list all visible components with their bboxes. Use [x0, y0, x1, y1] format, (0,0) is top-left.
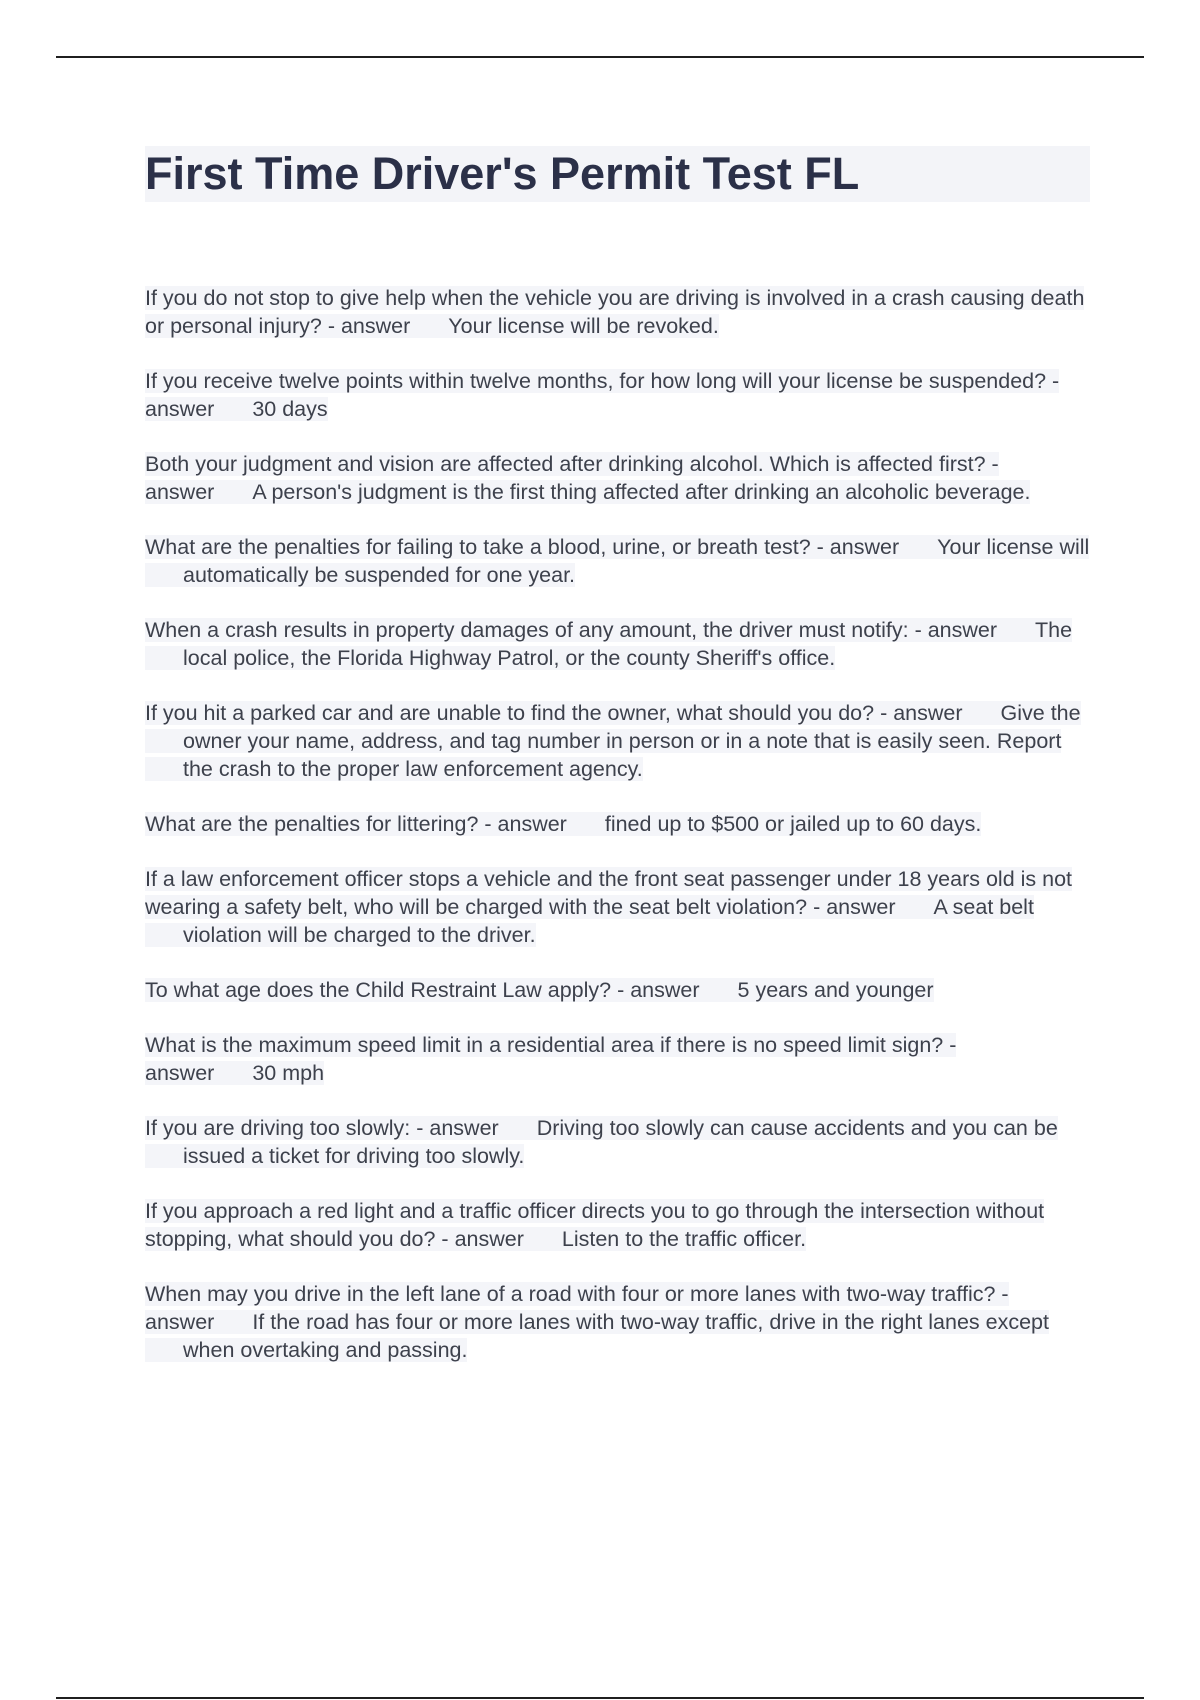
- qa-item: [145, 284, 1090, 340]
- page-title: First Time Driver's Permit Test FL: [145, 148, 860, 199]
- qa-item: [145, 1031, 1090, 1087]
- qa-item: [145, 865, 1090, 949]
- answer-text: Listen to the traffic officer.: [524, 1227, 806, 1251]
- answer-text: A person's judgment is the first thing affected after drinking an alcoholic beverage.: [214, 480, 1030, 504]
- question-text: What are the penalties for littering? - answer: [145, 812, 567, 836]
- qa-item: [145, 367, 1090, 423]
- answer-text: fined up to $500 or jailed up to 60 days.: [567, 812, 982, 836]
- qa-item: [145, 699, 1090, 783]
- answer-text: A seat belt violation will be charged to the driver.: [145, 895, 1034, 947]
- qa-item: [145, 450, 1090, 506]
- question-text: What are the penalties for failing to take a blood, urine, or breath test? - answer: [145, 535, 900, 559]
- answer-text: Driving too slowly can cause accidents and you can be issued a ticket for driving too slowly.: [145, 1116, 1058, 1168]
- qa-item: [145, 533, 1090, 589]
- qa-item: [145, 1114, 1090, 1170]
- answer-text: Your license will be revoked.: [410, 314, 719, 338]
- top-rule: [56, 56, 1144, 58]
- answer-text: 30 mph: [214, 1061, 324, 1085]
- question-text: If you do not stop to give help when the vehicle you are driving is involved in a crash causing death or personal injury? - answer: [145, 286, 1085, 338]
- question-text: If you hit a parked car and are unable to find the owner, what should you do? - answer: [145, 701, 963, 725]
- answer-text: Give the owner your name, address, and tag number in person or in a note that is easily seen. Report the crash to the proper law enforcement agency.: [145, 701, 1081, 781]
- answer-text: If the road has four or more lanes with two-way traffic, drive in the right lanes except when overtaking and passing.: [145, 1310, 1049, 1362]
- qa-item: [145, 616, 1090, 672]
- question-text: If you are driving too slowly: - answer: [145, 1116, 499, 1140]
- answer-text: The local police, the Florida Highway Patrol, or the county Sheriff's office.: [145, 618, 1072, 670]
- question-text: Both your judgment and vision are affected after drinking alcohol. Which is affected first? - answer: [145, 452, 999, 504]
- answer-text: 30 days: [214, 397, 327, 421]
- question-text: If a law enforcement officer stops a vehicle and the front seat passenger under 18 years old is not wearing a safety belt, who will be charged with the seat belt violation? - answer: [145, 867, 1073, 919]
- answer-text: 5 years and younger: [700, 978, 934, 1002]
- qa-item: [145, 810, 1090, 838]
- bottom-rule: [56, 1697, 1144, 1699]
- qa-list: [145, 284, 1090, 1391]
- question-text: What is the maximum speed limit in a residential area if there is no speed limit sign? - answer: [145, 1033, 957, 1085]
- question-text: When a crash results in property damages of any amount, the driver must notify: - answer: [145, 618, 998, 642]
- qa-item: [145, 1197, 1090, 1253]
- question-text: To what age does the Child Restraint Law apply? - answer: [145, 978, 700, 1002]
- question-text: If you receive twelve points within twelve months, for how long will your license be suspended? - answer: [145, 369, 1060, 421]
- question-text: When may you drive in the left lane of a road with four or more lanes with two-way traffic? - answer: [145, 1282, 1009, 1334]
- qa-item: [145, 976, 1090, 1004]
- question-text: If you approach a red light and a traffic officer directs you to go through the intersection without stopping, what should you do? - answer: [145, 1199, 1045, 1251]
- qa-item: [145, 1280, 1090, 1364]
- answer-text: Your license will automatically be suspended for one year.: [145, 535, 1089, 587]
